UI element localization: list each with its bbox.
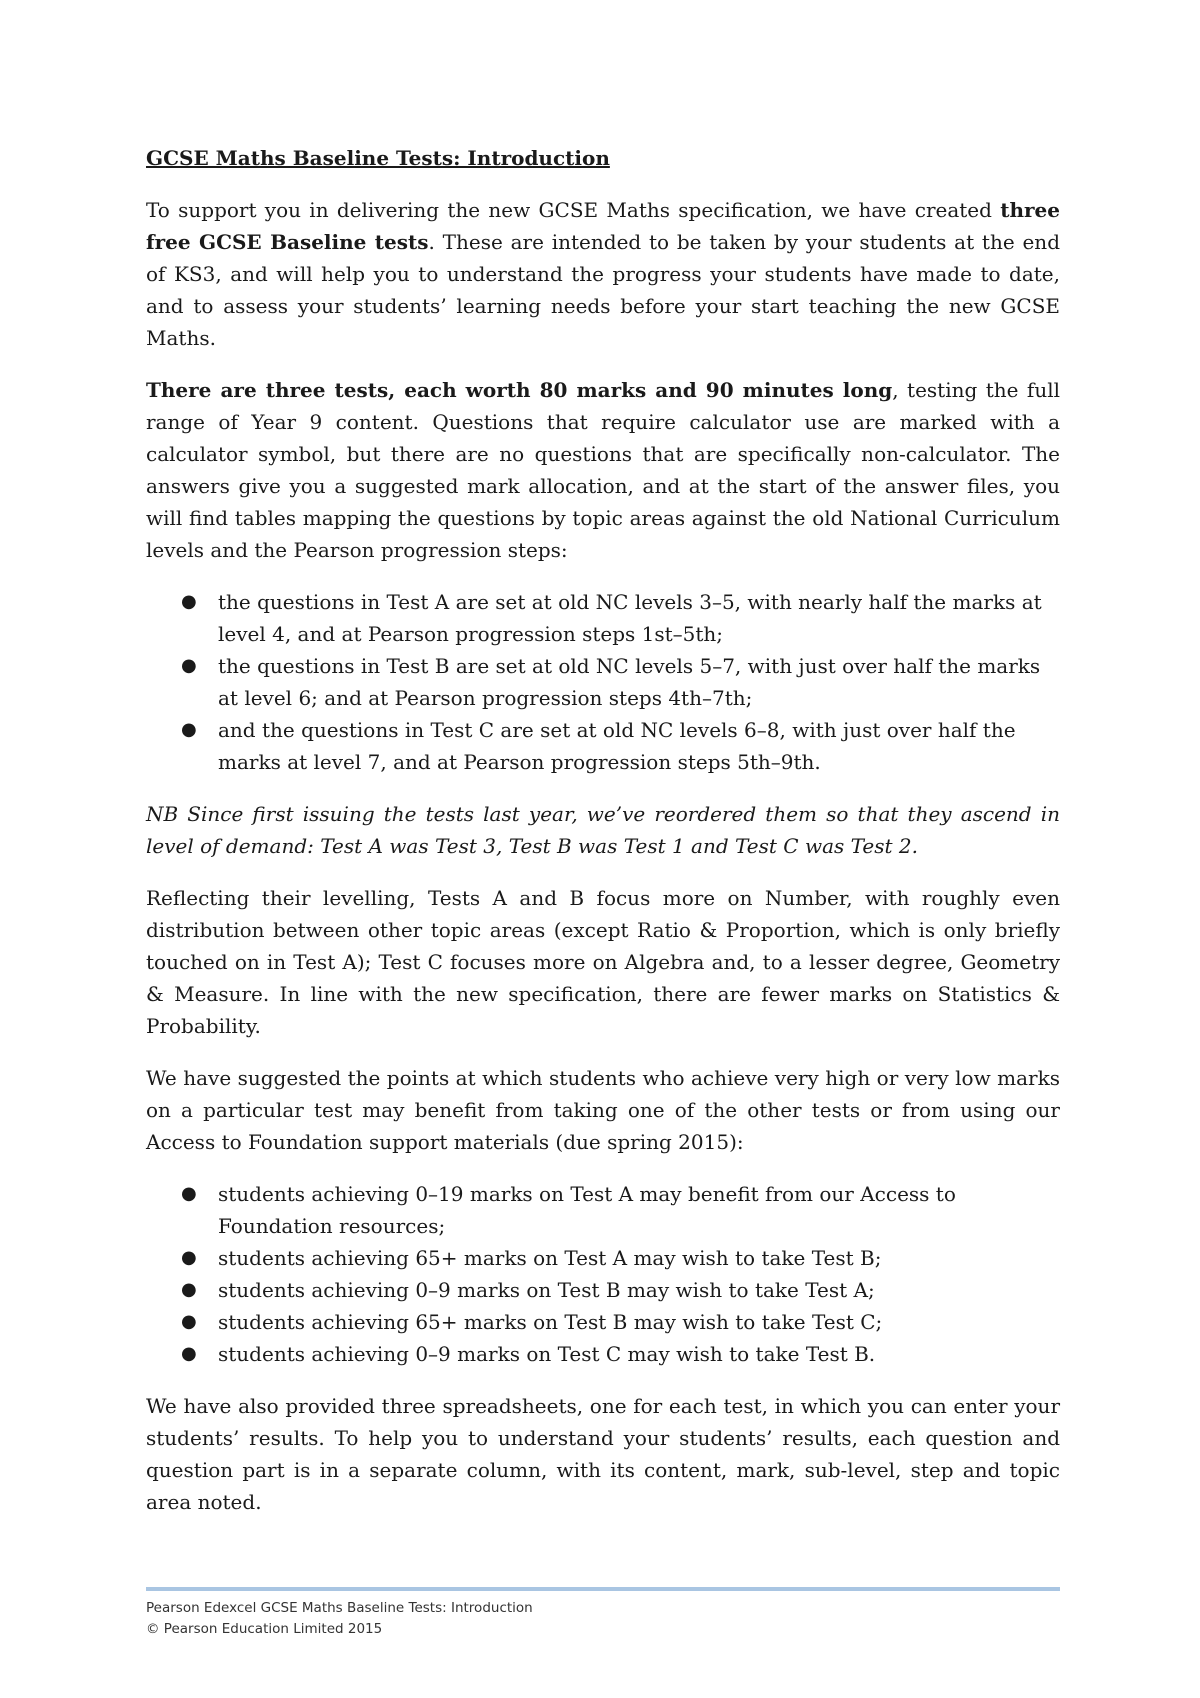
list-item-text: students achieving 0–19 marks on Test A may benefit from our Access to Foundation resources;	[218, 1182, 956, 1238]
bullet-icon: ●	[181, 655, 197, 676]
intro-paragraph	[146, 194, 1060, 354]
bullet-icon: ●	[181, 719, 197, 740]
bullet-icon: ●	[181, 591, 197, 612]
footer-title: Pearson Edexcel GCSE Maths Baseline Tests: Introduction	[146, 1600, 533, 1616]
tests-bold-text: There are three tests, each worth 80 marks and 90 minutes long	[146, 378, 893, 402]
bullet-icon: ●	[181, 1183, 197, 1204]
list-item-text: the questions in Test B are set at old NC levels 5–7, with just over half the marks at level 6; and at Pearson progression steps 4th–7th;	[218, 654, 1041, 710]
page-title: GCSE Maths Baseline Tests: Introduction	[146, 146, 610, 170]
bullet-icon: ●	[181, 1247, 197, 1268]
list-item-text: students achieving 0–9 marks on Test B may wish to take Test A;	[218, 1278, 875, 1302]
list-item-text: the questions in Test A are set at old NC levels 3–5, with nearly half the marks at level 4, and at Pearson progression steps 1st–5th;	[218, 590, 1042, 646]
list-item-text: and the questions in Test C are set at old NC levels 6–8, with just over half the marks at level 7, and at Pearson progression steps 5th–9th.	[218, 718, 1016, 774]
bullet-icon: ●	[181, 1343, 197, 1364]
bullet-icon: ●	[181, 1311, 197, 1332]
reorder-note: NB Since first issuing the tests last year, we’ve reordered them so that they ascend in level of demand: Test A was Test 3, Test B was Test 1 and Test C was Test 2.	[146, 802, 1060, 858]
list-item	[181, 1338, 1060, 1370]
tests-text: , testing the full range of Year 9 content. Questions that require calculator use are marked with a calculator symbol, but there are no questions that are specifically non-calculator. The answers give you a suggested mark allocation, and at the start of the answer files, you will find tables mapping the questions by topic areas against the old National Curriculum levels and the Pearson progression steps:	[146, 378, 1060, 562]
intro-bold-text: three free GCSE Baseline tests	[146, 198, 1060, 254]
suggestions-paragraph: We have suggested the points at which students who achieve very high or very low marks on a particular test may benefit from taking one of the other tests or from using our Access to Foundation support materials (due spring 2015):	[146, 1066, 1060, 1154]
document-body	[146, 142, 1060, 1538]
list-item-text: students achieving 0–9 marks on Test C may wish to take Test B.	[218, 1342, 876, 1366]
footer-copyright: © Pearson Education Limited 2015	[146, 1621, 383, 1637]
intro-text-start: To support you in delivering the new GCSE Maths specification, we have created	[146, 198, 1001, 222]
levelling-paragraph: Reflecting their levelling, Tests A and B focus more on Number, with roughly even distribution between other topic areas (except Ratio & Proportion, which is only briefly touched on in Test A); Test C focuses more on Algebra and, to a lesser degree, Geometry & Measure. In line with the new specification, there are fewer marks on Statistics & Probability.	[146, 886, 1060, 1038]
tests-paragraph	[146, 374, 1060, 566]
list-item-text: students achieving 65+ marks on Test B may wish to take Test C;	[218, 1310, 883, 1334]
suggestions-list	[146, 1178, 1060, 1370]
list-item	[181, 1306, 1060, 1338]
list-item	[181, 714, 1060, 778]
bullet-icon: ●	[181, 1279, 197, 1300]
test-levels-list	[146, 586, 1060, 778]
list-item	[181, 1242, 1060, 1274]
spreadsheets-paragraph: We have also provided three spreadsheets, one for each test, in which you can enter your students’ results. To help you to understand your students’ results, each question and question part is in a separate column, with its content, mark, sub-level, step and topic area noted.	[146, 1394, 1060, 1514]
page-footer	[146, 1598, 1060, 1640]
list-item	[181, 586, 1060, 650]
intro-text-end: . These are intended to be taken by your students at the end of KS3, and will help you to understand the progress your students have made to date, and to assess your students’ learning needs before your start teaching the new GCSE Maths.	[146, 230, 1060, 350]
list-item	[181, 650, 1060, 714]
list-item	[181, 1178, 1060, 1242]
list-item	[181, 1274, 1060, 1306]
list-item-text: students achieving 65+ marks on Test A may wish to take Test B;	[218, 1246, 882, 1270]
footer-divider	[146, 1587, 1060, 1591]
